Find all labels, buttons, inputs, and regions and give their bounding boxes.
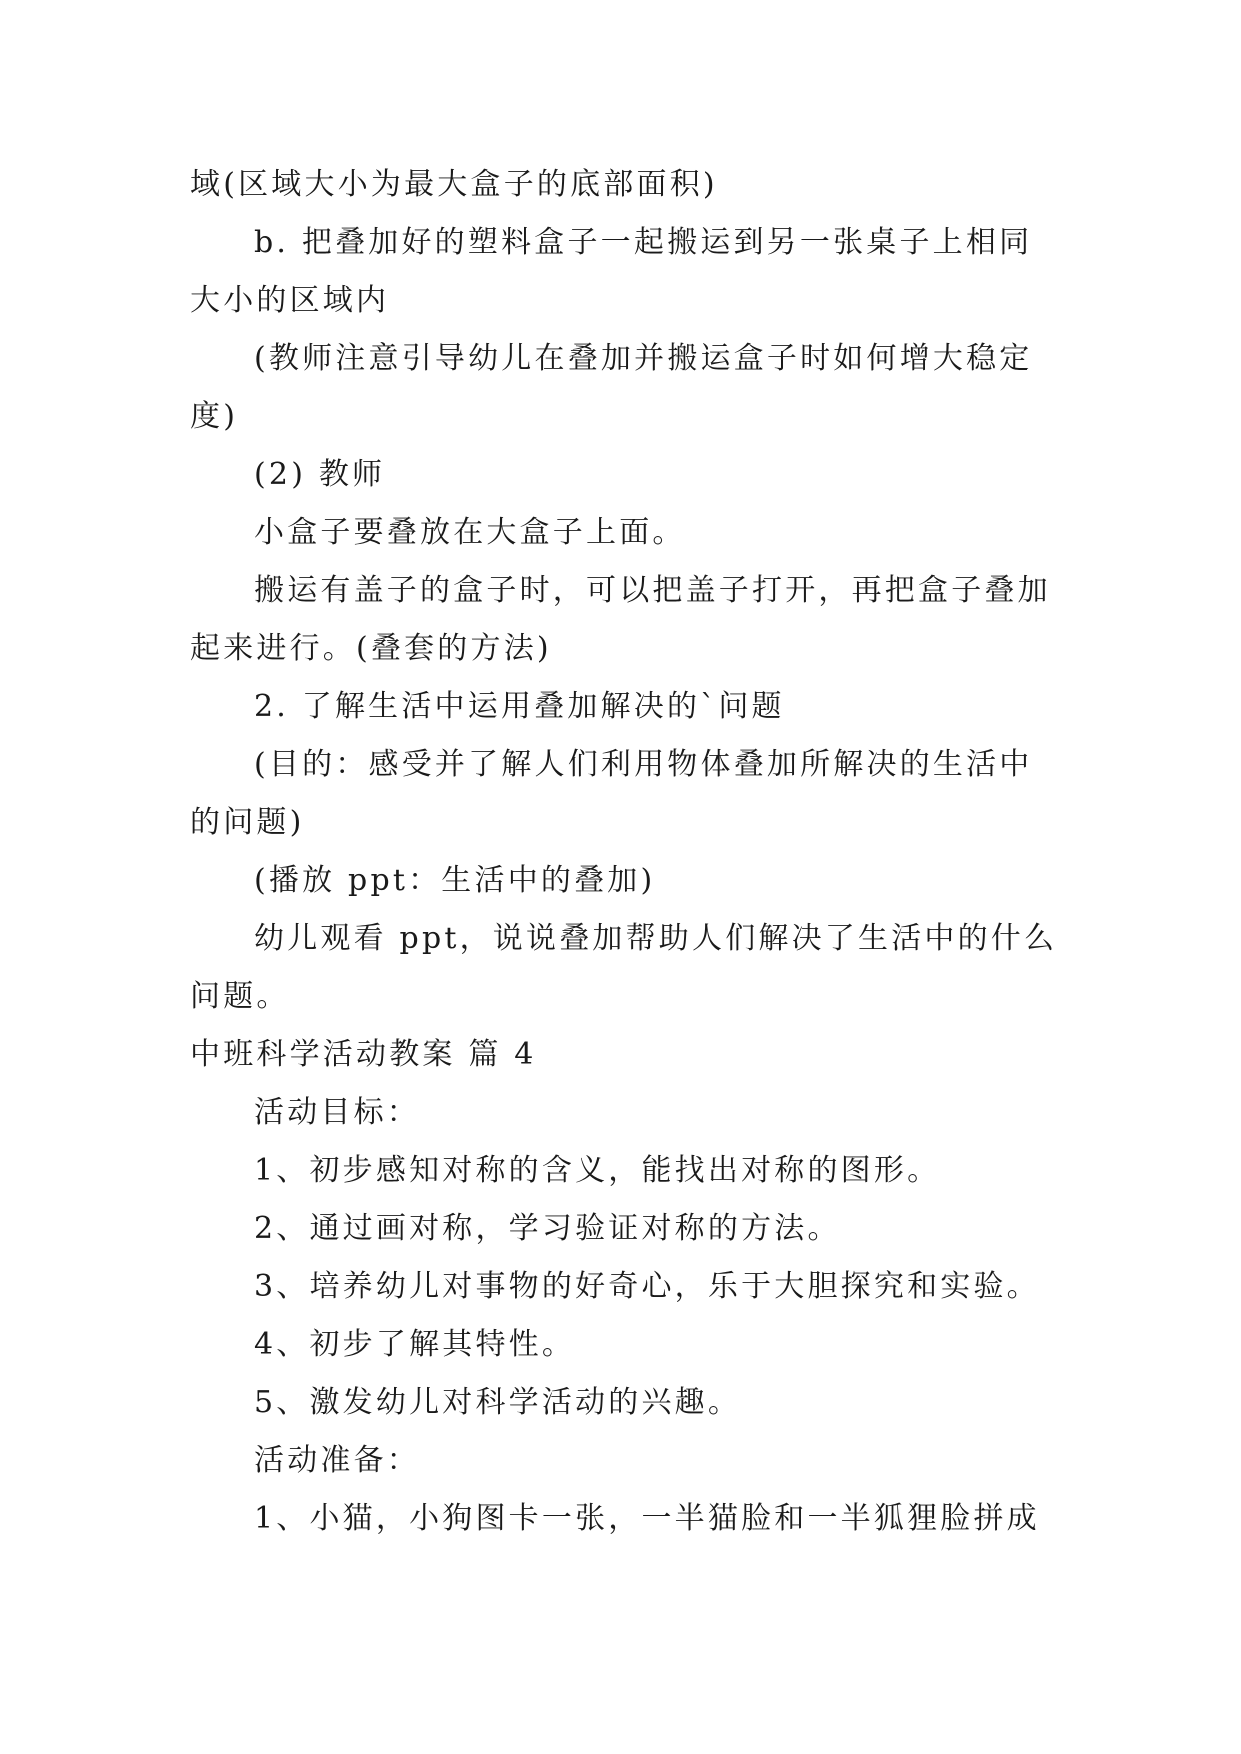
- section-heading: 活动目标：: [254, 1095, 420, 1130]
- text-line: 搬运有盖子的盒子时，可以把盖子打开，再把盒子叠加: [254, 573, 1051, 608]
- section-heading: 活动准备：: [254, 1443, 420, 1478]
- text-line: (目的：感受并了解人们利用物体叠加所解决的生活中: [254, 747, 1033, 782]
- list-item: 4、初步了解其特性。: [254, 1327, 576, 1362]
- list-item: 5、激发幼儿对科学活动的兴趣。: [254, 1385, 742, 1420]
- text-line: (教师注意引导幼儿在叠加并搬运盒子时如何增大稳定: [254, 341, 1033, 376]
- text-line: 的问题): [190, 805, 305, 840]
- list-item: 3、培养幼儿对事物的好奇心，乐于大胆探究和实验。: [254, 1269, 1040, 1304]
- section-heading: 2. 了解生活中运用叠加解决的`问题: [254, 689, 785, 724]
- list-item: 1、初步感知对称的含义，能找出对称的图形。: [254, 1153, 941, 1188]
- text-line: 问题。: [190, 979, 290, 1014]
- text-line: 幼儿观看 ppt，说说叠加帮助人们解决了生活中的什么: [254, 921, 1058, 956]
- list-item: 1、小猫，小狗图卡一张，一半猫脸和一半狐狸脸拼成: [254, 1501, 1040, 1536]
- text-line: 起来进行。(叠套的方法): [190, 631, 552, 666]
- text-line: 域(区域大小为最大盒子的底部面积): [190, 167, 718, 202]
- section-heading: (2) 教师: [254, 457, 386, 492]
- article-title: 中班科学活动教案 篇 4: [190, 1037, 537, 1072]
- text-line: (播放 ppt：生活中的叠加): [254, 863, 656, 898]
- text-line: 度): [190, 399, 239, 434]
- text-line: 大小的区域内: [190, 283, 390, 318]
- text-line: 小盒子要叠放在大盒子上面。: [254, 515, 686, 550]
- list-item: 2、通过画对称，学习验证对称的方法。: [254, 1211, 841, 1246]
- text-line: b. 把叠加好的塑料盒子一起搬运到另一张桌子上相同: [254, 225, 1033, 260]
